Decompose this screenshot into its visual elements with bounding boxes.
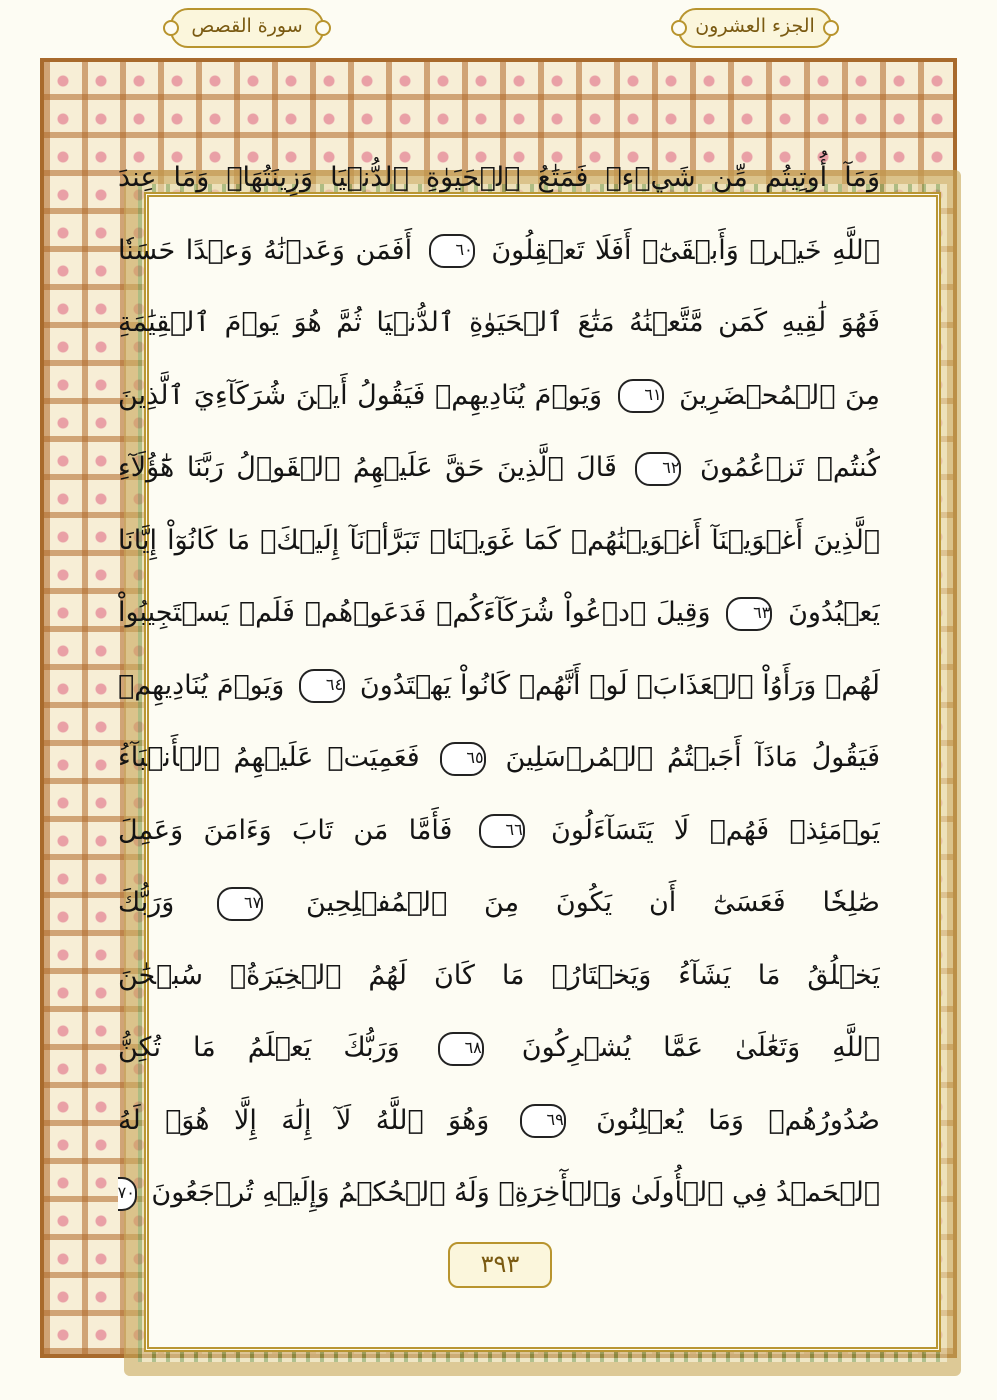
text-line (118, 432, 880, 505)
ayah-number-marker: ٦٦ (479, 814, 525, 848)
text-line (118, 650, 880, 723)
juz-name: الجزء العشرون (695, 15, 815, 37)
verse-text: ٱللَّهِ وَتَعَٰلَىٰ عَمَّا يُشۡرِكُونَ (521, 1032, 880, 1063)
verse-text: كُنتُمۡ تَزۡعُمُونَ (700, 452, 880, 483)
text-line (118, 505, 880, 578)
text-line (118, 287, 880, 360)
text-line (118, 722, 880, 795)
text-line (118, 795, 880, 868)
verse-text: مِنَ ٱلۡمُحۡضَرِينَ (679, 379, 880, 411)
verse-text: وَيَوۡمَ يُنَادِيهِمۡ فَيَقُولُ أَيۡنَ شُرَكَآءِيَ ٱلَّذِينَ (118, 379, 603, 411)
text-line (118, 867, 880, 940)
surah-name: سورة القصص (191, 15, 303, 37)
ayah-number-marker: ٦٣ (726, 597, 772, 631)
ayah-number-marker: ٧٠ (118, 1177, 137, 1211)
verse-text: صَٰلِحٗا فَعَسَىٰٓ أَن يَكُونَ مِنَ ٱلۡمُفۡلِحِينَ (306, 887, 880, 918)
verse-text: لَهُمۡ وَرَأَوُاْ ٱلۡعَذَابَۚ لَوۡ أَنَّهُمۡ كَانُواْ يَهۡتَدُونَ (359, 669, 880, 701)
ayah-number-marker: ٦٥ (440, 742, 486, 776)
ayah-number-marker: ٦١ (618, 379, 664, 413)
ayah-number-marker: ٦٤ (299, 669, 345, 703)
text-line (118, 360, 880, 433)
verse-text: فَعَمِيَتۡ عَلَيۡهِمُ ٱلۡأَنۢبَآءُ (118, 742, 420, 773)
verse-text: صُدُورُهُمۡ وَمَا يُعۡلِنُونَ (596, 1104, 880, 1136)
verse-text: قَالَ ٱلَّذِينَ حَقَّ عَلَيۡهِمُ ٱلۡقَوۡلُ رَبَّنَا هَٰٓؤُلَآءِ (118, 452, 617, 483)
verse-text: يَخۡلُقُ مَا يَشَآءُ وَيَخۡتَارُۗ مَا كَانَ لَهُمُ ٱلۡخِيَرَةُۚ سُبۡحَٰنَ (118, 959, 880, 991)
text-line (118, 1085, 880, 1158)
quran-text-block (118, 142, 880, 1237)
header-juz-label (678, 8, 832, 48)
verse-text: فَيَقُولُ مَاذَآ أَجَبۡتُمُ ٱلۡمُرۡسَلِينَ (505, 742, 880, 773)
verse-text: وَيَوۡمَ يُنَادِيهِمۡ (118, 669, 285, 701)
verse-text: وَقِيلَ ٱدۡعُواْ شُرَكَآءَكُمۡ فَدَعَوۡهُمۡ فَلَمۡ يَسۡتَجِيبُواْ (118, 597, 711, 628)
verse-text: وَهُوَ ٱللَّهُ لَآ إِلَٰهَ إِلَّا هُوَۖ لَهُ (118, 1104, 490, 1136)
verse-text: ٱلَّذِينَ أَغۡوَيۡنَآ أَغۡوَيۡنَٰهُمۡ كَمَا غَوَيۡنَاۖ تَبَرَّأۡنَآ إِلَيۡكَۖ مَا كَانُوٓاْ إِيَّانَا (118, 524, 880, 556)
text-line (118, 142, 880, 215)
ayah-number-marker: ٦٩ (520, 1104, 566, 1138)
text-line (118, 940, 880, 1013)
verse-text: وَمَآ أُوتِيتُم مِّن شَيۡءٖ فَمَتَٰعُ ٱلۡحَيَوٰةِ ٱلدُّنۡيَا وَزِينَتُهَاۚ وَمَا عِندَ (118, 162, 880, 193)
verse-text: يَوۡمَئِذٖ فَهُمۡ لَا يَتَسَآءَلُونَ (551, 814, 880, 846)
verse-text: يَعۡبُدُونَ (788, 597, 880, 628)
page-number-badge (448, 1242, 552, 1288)
verse-text: فَأَمَّا مَن تَابَ وَءَامَنَ وَعَمِلَ (118, 814, 453, 846)
header-surah-label (170, 8, 324, 48)
text-line (118, 1157, 880, 1230)
verse-text: ٱلۡحَمۡدُ فِي ٱلۡأُولَىٰ وَٱلۡأٓخِرَةِۖ وَلَهُ ٱلۡحُكۡمُ وَإِلَيۡهِ تُرۡجَعُونَ (151, 1177, 880, 1208)
text-line (118, 577, 880, 650)
ayah-number-marker: ٦٧ (217, 887, 263, 921)
text-line (118, 1012, 880, 1085)
ayah-number-marker: ٦٨ (438, 1032, 484, 1066)
verse-text: وَرَبُّكَ يَعۡلَمُ مَا تُكِنُّ (118, 1032, 400, 1063)
page-number: ٣٩٣ (480, 1250, 520, 1278)
verse-text: فَهُوَ لَٰقِيهِ كَمَن مَّتَّعۡنَٰهُ مَتَٰعَ ٱلۡحَيَوٰةِ ٱلدُّنۡيَا ثُمَّ هُوَ يَوۡمَ ٱلۡقِيَٰمَةِ (118, 307, 880, 338)
ayah-number-marker: ٦٢ (635, 452, 681, 486)
verse-text: وَرَبُّكَ (118, 887, 175, 918)
text-line (118, 215, 880, 288)
verse-text: ٱللَّهِ خَيۡرٞ وَأَبۡقَىٰٓۚ أَفَلَا تَعۡقِلُونَ (491, 234, 880, 266)
ayah-number-marker: ٦٠ (429, 234, 475, 268)
verse-text: أَفَمَن وَعَدۡنَٰهُ وَعۡدًا حَسَنٗا (118, 234, 413, 266)
